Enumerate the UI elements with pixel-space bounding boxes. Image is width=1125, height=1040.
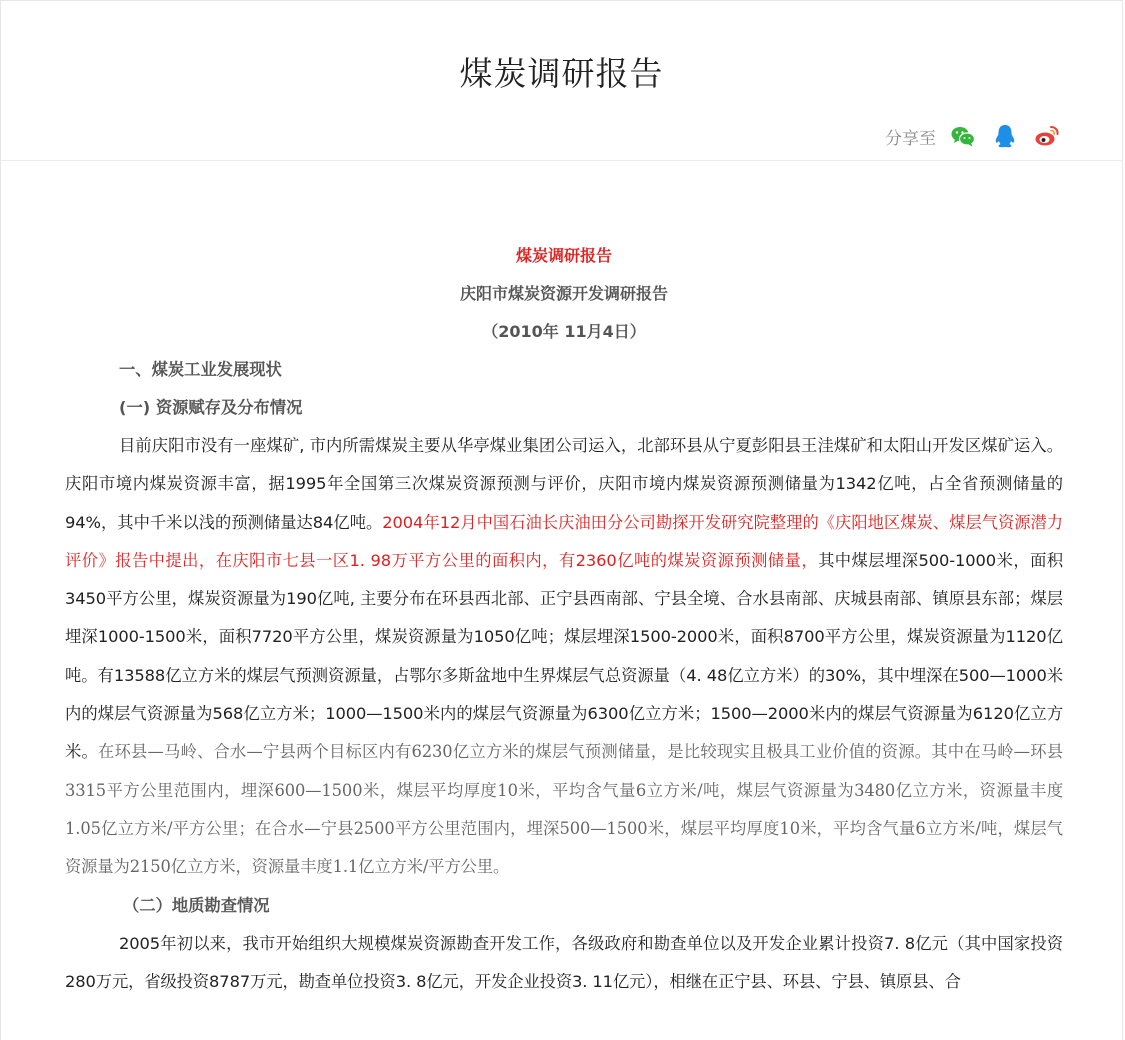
article-header [1, 1, 1122, 161]
article-date: （2010年 11月4日） [482, 322, 646, 341]
paragraph-text: 其中煤层埋深500-1000米，面积3450平方公里，煤炭资源量为190亿吨, 主要分布在环县西北部、正宁县西南部、宁县全境、合水县南部、庆城县南部、镇原县东部；煤层埋深1000-1500米，面积7720平方公里，煤炭资源量为1050亿吨；煤层埋深1500-2000米，面积8700平方公里，煤炭资源量为1120亿吨。有13588亿立方米的煤层气预测资源量，占鄂尔多斯盆地中生界煤层气总资源量（4. 48亿立方米）的30%，其中埋深在500—1000米内的煤层气资源量为568亿立方米；1000—1500米内的煤层气资源量为6300亿立方米；1500—2000米内的煤层气资源量为6120亿立方米。 [65, 550, 1064, 762]
share-bar [885, 119, 1060, 153]
article-red-title: 煤炭调研报告 [515, 246, 612, 265]
subsection-heading: （二）地质勘查情况 [123, 895, 270, 915]
paragraph-geology: 2005年初以来，我市开始组织大规模煤炭资源勘查开发工作，各级政府和勘查单位以及开发企业累计投资7. 8亿元（其中国家投资280万元，省级投资8787万元，勘查单位投资3. 8亿元，开发企业投资3. 11亿元），相继在正宁县、环县、宁县、镇原县、合 [65, 933, 1063, 991]
paragraph-resources [65, 427, 1063, 887]
paragraph-text: 目前庆阳市没有一座煤矿, 市内所需煤炭主要从华亭煤业集团公司运入，北部环县从宁夏彭阳县王洼煤矿和太阳山开发区煤矿运入。庆阳市境内煤炭资源丰富，据1995年全国第三次煤炭资源预测与评价，庆阳市境内煤炭资源预测储量为1342亿吨，占全省预测储量的94%，其中千米以浅的预测储量达84亿吨。 [65, 436, 1063, 532]
share-label: 分享至 [885, 128, 936, 149]
page-title: 煤炭调研报告 [459, 54, 664, 93]
subsection-heading: (一) 资源赋存及分布情况 [119, 398, 303, 417]
wechat-icon[interactable] [950, 123, 976, 149]
paragraph-text-gray: 在环县—马岭、合水—宁县两个目标区内有6230亿立方米的煤层气预测储量，是比较现实且极具工业价值的资源。其中在马岭—环县3315平方公里范围内，埋深600—1500米，煤层平均厚度10米，平均含气量6立方米/吨，煤层气资源量为3480亿立方米，资源量丰度1.05亿立方米/平方公里；在合水—宁县2500平方公里范围内，埋深500—1500米，煤层平均厚度10米，平均含气量6立方米/吨，煤层气资源量为2150亿立方米，资源量丰度1.1亿立方米/平方公里。 [65, 742, 1063, 877]
section-heading: 一、煤炭工业发展现状 [119, 360, 282, 379]
highlighted-text: 2004年12月中国石油长庆油田分公司勘探开发研究院整理的《庆阳地区煤炭、煤层气资源潜力评价》报告中提出，在庆阳市七县一区1. 98万平方公里的面积内，有2360亿吨的煤炭资源预测储量， [65, 512, 1063, 570]
weibo-icon[interactable] [1034, 123, 1060, 149]
qq-icon[interactable] [992, 123, 1018, 149]
article-subtitle: 庆阳市煤炭资源开发调研报告 [459, 284, 668, 303]
article-body [65, 237, 1063, 1001]
